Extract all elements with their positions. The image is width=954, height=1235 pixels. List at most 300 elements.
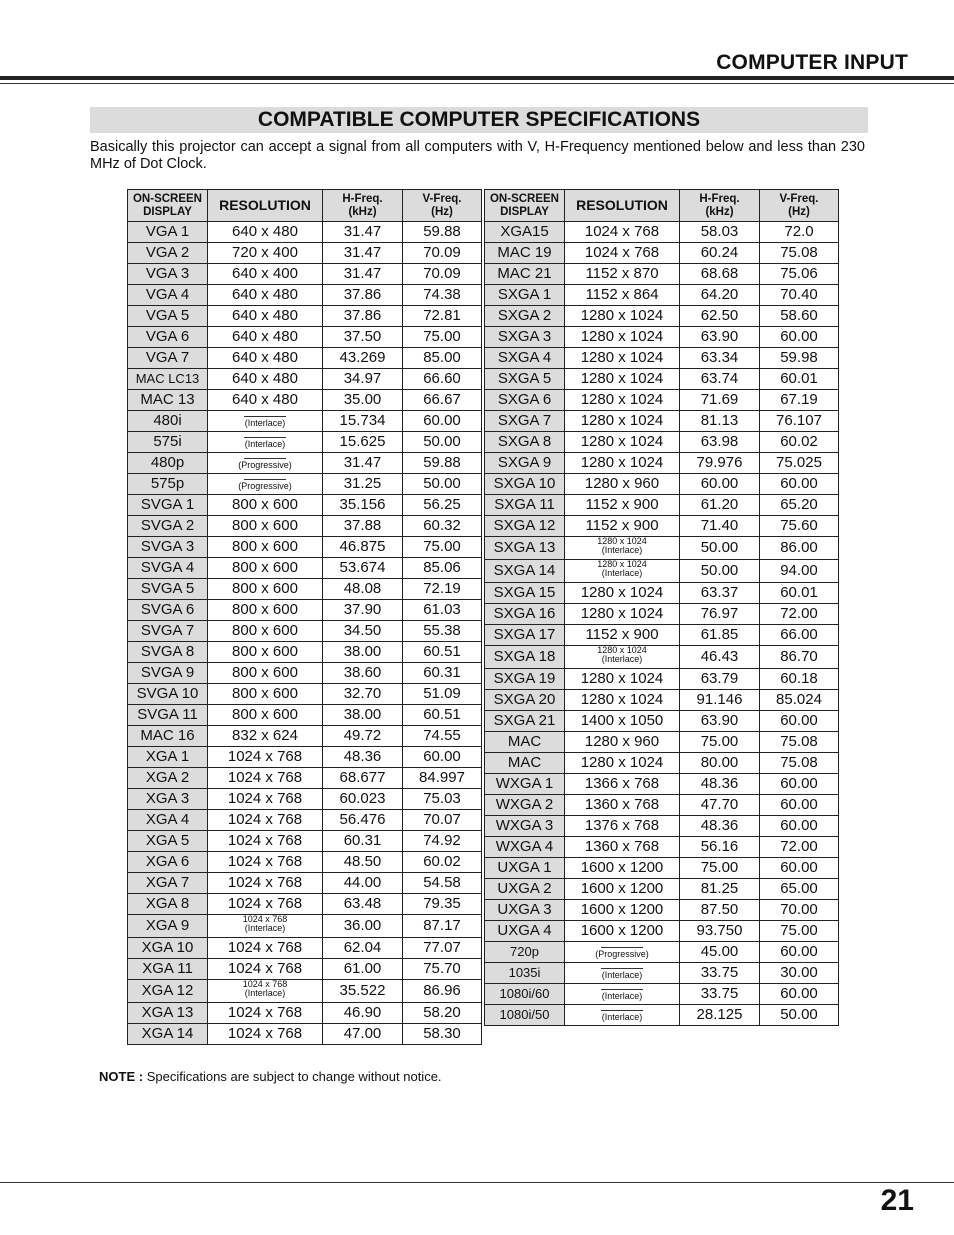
- scan-type-label: (Progressive): [595, 948, 649, 959]
- resolution-cell: 1280 x 1024: [565, 390, 680, 411]
- table-row: [128, 873, 482, 894]
- resolution-value: 1024 x 768: [242, 914, 288, 924]
- resolution-cell: 1280 x 1024: [565, 669, 680, 690]
- table-row: [128, 495, 482, 516]
- resolution-cell: 1400 x 1050: [565, 711, 680, 732]
- display-cell: SXGA 20: [485, 690, 565, 711]
- vfreq-cell: 75.00: [403, 537, 482, 558]
- display-cell: XGA 7: [128, 873, 208, 894]
- resolution-cell: 800 x 600: [208, 495, 323, 516]
- display-cell: MAC 16: [128, 726, 208, 747]
- hfreq-cell: 80.00: [680, 753, 760, 774]
- resolution-value: 1280 x 1024: [597, 559, 647, 569]
- display-cell: SVGA 7: [128, 621, 208, 642]
- vfreq-cell: 74.38: [403, 285, 482, 306]
- table-row: [128, 915, 482, 938]
- table-row: [485, 243, 839, 264]
- table-row: [128, 411, 482, 432]
- display-cell: XGA 3: [128, 789, 208, 810]
- table-row: [485, 516, 839, 537]
- vfreq-cell: 74.55: [403, 726, 482, 747]
- display-cell: SVGA 6: [128, 600, 208, 621]
- hfreq-cell: 87.50: [680, 900, 760, 921]
- display-cell: SXGA 10: [485, 474, 565, 495]
- header-rule-thin: [0, 83, 954, 84]
- display-cell: VGA 5: [128, 306, 208, 327]
- vfreq-cell: 30.00: [760, 963, 839, 984]
- vfreq-cell: 67.19: [760, 390, 839, 411]
- table-row: [485, 816, 839, 837]
- display-cell: SVGA 8: [128, 642, 208, 663]
- scan-type-label: (Interlace): [244, 438, 286, 449]
- vfreq-cell: 60.31: [403, 663, 482, 684]
- col-display: ON-SCREEN DISPLAY: [128, 190, 208, 222]
- resolution-cell: 1280 x 1024: [565, 348, 680, 369]
- resolution-cell: 1152 x 870: [565, 264, 680, 285]
- table-row: [485, 774, 839, 795]
- resolution-cell: 1152 x 900: [565, 516, 680, 537]
- vfreq-cell: 75.03: [403, 789, 482, 810]
- resolution-cell: [208, 411, 323, 432]
- hfreq-cell: 63.90: [680, 327, 760, 348]
- vfreq-cell: 66.60: [403, 369, 482, 390]
- display-cell: SXGA 13: [485, 537, 565, 560]
- resolution-cell: 1024 x 768: [208, 810, 323, 831]
- resolution-cell: 1280 x 1024: [565, 411, 680, 432]
- vfreq-cell: 60.00: [760, 795, 839, 816]
- resolution-cell: 1366 x 768: [565, 774, 680, 795]
- display-cell: 575i: [128, 432, 208, 453]
- resolution-cell: 640 x 480: [208, 327, 323, 348]
- hfreq-cell: 68.68: [680, 264, 760, 285]
- hfreq-cell: 76.97: [680, 604, 760, 625]
- hfreq-cell: 37.90: [323, 600, 403, 621]
- display-cell: WXGA 4: [485, 837, 565, 858]
- resolution-cell: [565, 1005, 680, 1026]
- table-row: [485, 858, 839, 879]
- hfreq-cell: 36.00: [323, 915, 403, 938]
- vfreq-cell: 59.88: [403, 222, 482, 243]
- hfreq-cell: 31.47: [323, 243, 403, 264]
- display-cell: XGA 1: [128, 747, 208, 768]
- table-row: [485, 753, 839, 774]
- resolution-cell: 1024 x 768: [208, 768, 323, 789]
- vfreq-cell: 60.00: [760, 858, 839, 879]
- vfreq-cell: 51.09: [403, 684, 482, 705]
- resolution-cell: [208, 432, 323, 453]
- resolution-cell: [565, 984, 680, 1005]
- display-cell: MAC: [485, 753, 565, 774]
- resolution-cell: 640 x 480: [208, 390, 323, 411]
- vfreq-cell: 72.00: [760, 604, 839, 625]
- table-row: [485, 432, 839, 453]
- vfreq-cell: 60.51: [403, 642, 482, 663]
- resolution-cell: 1024 x 768: [565, 243, 680, 264]
- table-header-row: [128, 190, 482, 222]
- hfreq-cell: 49.72: [323, 726, 403, 747]
- hfreq-cell: 68.677: [323, 768, 403, 789]
- hfreq-cell: 31.25: [323, 474, 403, 495]
- resolution-cell: 1152 x 864: [565, 285, 680, 306]
- table-row: [485, 306, 839, 327]
- resolution-cell: 800 x 600: [208, 684, 323, 705]
- vfreq-cell: 60.00: [403, 747, 482, 768]
- hfreq-cell: 34.50: [323, 621, 403, 642]
- footer-rule: [0, 1182, 954, 1183]
- vfreq-cell: 60.00: [760, 474, 839, 495]
- table-row: [485, 942, 839, 963]
- vfreq-cell: 65.20: [760, 495, 839, 516]
- scan-type-label: (Interlace): [601, 969, 643, 980]
- resolution-cell: 1600 x 1200: [565, 921, 680, 942]
- hfreq-cell: 60.023: [323, 789, 403, 810]
- hfreq-cell: 93.750: [680, 921, 760, 942]
- hfreq-cell: 81.25: [680, 879, 760, 900]
- scan-type-label: (Interlace): [601, 545, 643, 555]
- table-row: [485, 921, 839, 942]
- table-row: [128, 980, 482, 1003]
- display-cell: 480p: [128, 453, 208, 474]
- table-row: [485, 732, 839, 753]
- hfreq-cell: 58.03: [680, 222, 760, 243]
- display-cell: XGA 2: [128, 768, 208, 789]
- display-cell: SVGA 9: [128, 663, 208, 684]
- hfreq-cell: 63.74: [680, 369, 760, 390]
- display-cell: SXGA 17: [485, 625, 565, 646]
- display-cell: SXGA 2: [485, 306, 565, 327]
- vfreq-cell: 79.35: [403, 894, 482, 915]
- hfreq-cell: 56.476: [323, 810, 403, 831]
- vfreq-cell: 74.92: [403, 831, 482, 852]
- resolution-cell: 1024 x 768: [208, 959, 323, 980]
- page-number: 21: [880, 1184, 914, 1217]
- hfreq-cell: 46.90: [323, 1003, 403, 1024]
- hfreq-cell: 48.36: [323, 747, 403, 768]
- hfreq-cell: 35.522: [323, 980, 403, 1003]
- resolution-value: 1280 x 1024: [597, 536, 647, 546]
- vfreq-cell: 58.60: [760, 306, 839, 327]
- hfreq-cell: 63.37: [680, 583, 760, 604]
- vfreq-cell: 50.00: [403, 474, 482, 495]
- display-cell: VGA 3: [128, 264, 208, 285]
- vfreq-cell: 65.00: [760, 879, 839, 900]
- resolution-cell: 1280 x 1024: [565, 583, 680, 604]
- col-vfreq: V-Freq. (Hz): [403, 190, 482, 222]
- hfreq-cell: 50.00: [680, 537, 760, 560]
- hfreq-cell: 31.47: [323, 264, 403, 285]
- display-cell: WXGA 1: [485, 774, 565, 795]
- display-cell: VGA 6: [128, 327, 208, 348]
- vfreq-cell: 75.025: [760, 453, 839, 474]
- resolution-cell: [208, 915, 323, 938]
- resolution-two-line: [597, 560, 647, 578]
- display-cell: MAC 21: [485, 264, 565, 285]
- resolution-cell: 1280 x 1024: [565, 369, 680, 390]
- resolution-cell: 800 x 600: [208, 663, 323, 684]
- vfreq-cell: 66.67: [403, 390, 482, 411]
- resolution-cell: 800 x 600: [208, 558, 323, 579]
- hfreq-cell: 61.85: [680, 625, 760, 646]
- resolution-cell: 1376 x 768: [565, 816, 680, 837]
- table-row: [128, 726, 482, 747]
- hfreq-cell: 43.269: [323, 348, 403, 369]
- hfreq-cell: 64.20: [680, 285, 760, 306]
- hfreq-cell: 46.875: [323, 537, 403, 558]
- table-row: [128, 348, 482, 369]
- resolution-cell: 800 x 600: [208, 642, 323, 663]
- display-cell: UXGA 1: [485, 858, 565, 879]
- resolution-cell: [208, 980, 323, 1003]
- resolution-two-line: [243, 915, 288, 933]
- table-row: [128, 810, 482, 831]
- hfreq-cell: 62.04: [323, 938, 403, 959]
- table-row: [485, 495, 839, 516]
- vfreq-cell: 60.51: [403, 705, 482, 726]
- vfreq-cell: 50.00: [760, 1005, 839, 1026]
- hfreq-cell: 33.75: [680, 984, 760, 1005]
- resolution-cell: 1280 x 1024: [565, 432, 680, 453]
- display-cell: XGA 6: [128, 852, 208, 873]
- vfreq-cell: 75.70: [403, 959, 482, 980]
- vfreq-cell: 72.81: [403, 306, 482, 327]
- table-row: [485, 837, 839, 858]
- resolution-cell: 1280 x 1024: [565, 690, 680, 711]
- resolution-cell: 1600 x 1200: [565, 858, 680, 879]
- resolution-cell: 720 x 400: [208, 243, 323, 264]
- table-row: [485, 560, 839, 583]
- hfreq-cell: 81.13: [680, 411, 760, 432]
- display-cell: XGA 4: [128, 810, 208, 831]
- display-cell: XGA 12: [128, 980, 208, 1003]
- scan-type-label: (Interlace): [601, 654, 643, 664]
- vfreq-cell: 75.00: [403, 327, 482, 348]
- hfreq-cell: 48.08: [323, 579, 403, 600]
- display-cell: SXGA 19: [485, 669, 565, 690]
- vfreq-cell: 50.00: [403, 432, 482, 453]
- resolution-cell: 1280 x 1024: [565, 327, 680, 348]
- vfreq-cell: 54.58: [403, 873, 482, 894]
- resolution-cell: 1600 x 1200: [565, 879, 680, 900]
- resolution-cell: 1024 x 768: [208, 873, 323, 894]
- resolution-cell: 800 x 600: [208, 705, 323, 726]
- resolution-cell: 1280 x 1024: [565, 753, 680, 774]
- table-row: [128, 285, 482, 306]
- resolution-cell: 1024 x 768: [208, 1024, 323, 1045]
- resolution-cell: 800 x 600: [208, 516, 323, 537]
- section-title: COMPUTER INPUT: [716, 51, 908, 74]
- display-cell: SXGA 18: [485, 646, 565, 669]
- display-cell: VGA 1: [128, 222, 208, 243]
- vfreq-cell: 85.024: [760, 690, 839, 711]
- display-cell: 1035i: [485, 963, 565, 984]
- table-row: [128, 959, 482, 980]
- table-row: [485, 669, 839, 690]
- vfreq-cell: 60.00: [403, 411, 482, 432]
- table-row: [128, 621, 482, 642]
- table-row: [128, 579, 482, 600]
- hfreq-cell: 45.00: [680, 942, 760, 963]
- display-cell: SXGA 15: [485, 583, 565, 604]
- display-cell: SXGA 6: [485, 390, 565, 411]
- table-row: [128, 894, 482, 915]
- vfreq-cell: 70.09: [403, 243, 482, 264]
- resolution-cell: 800 x 600: [208, 537, 323, 558]
- table-row: [128, 684, 482, 705]
- display-cell: 575p: [128, 474, 208, 495]
- display-cell: 1080i/60: [485, 984, 565, 1005]
- vfreq-cell: 84.997: [403, 768, 482, 789]
- vfreq-cell: 58.30: [403, 1024, 482, 1045]
- footnote-label: NOTE :: [99, 1069, 144, 1084]
- table-row: [128, 768, 482, 789]
- display-cell: MAC LC13: [128, 369, 208, 390]
- table-row: [485, 795, 839, 816]
- vfreq-cell: 60.32: [403, 516, 482, 537]
- resolution-cell: 640 x 480: [208, 222, 323, 243]
- resolution-cell: 1152 x 900: [565, 625, 680, 646]
- table-row: [485, 625, 839, 646]
- hfreq-cell: 46.43: [680, 646, 760, 669]
- vfreq-cell: 56.25: [403, 495, 482, 516]
- display-cell: SVGA 2: [128, 516, 208, 537]
- hfreq-cell: 75.00: [680, 732, 760, 753]
- hfreq-cell: 28.125: [680, 1005, 760, 1026]
- resolution-cell: 800 x 600: [208, 600, 323, 621]
- table-row: [128, 600, 482, 621]
- hfreq-cell: 37.88: [323, 516, 403, 537]
- vfreq-cell: 75.00: [760, 921, 839, 942]
- col-vfreq: V-Freq. (Hz): [760, 190, 839, 222]
- hfreq-cell: 48.36: [680, 816, 760, 837]
- hfreq-cell: 48.36: [680, 774, 760, 795]
- display-cell: UXGA 3: [485, 900, 565, 921]
- hfreq-cell: 38.00: [323, 705, 403, 726]
- vfreq-cell: 87.17: [403, 915, 482, 938]
- vfreq-cell: 60.02: [403, 852, 482, 873]
- intro-paragraph: Basically this projector can accept a signal from all computers with V, H-Frequency mentioned below and less than 230 MHz of Dot Clock.: [90, 139, 865, 172]
- hfreq-cell: 37.50: [323, 327, 403, 348]
- table-row: [485, 264, 839, 285]
- resolution-cell: 1280 x 960: [565, 732, 680, 753]
- hfreq-cell: 62.50: [680, 306, 760, 327]
- vfreq-cell: 55.38: [403, 621, 482, 642]
- hfreq-cell: 71.40: [680, 516, 760, 537]
- hfreq-cell: 31.47: [323, 453, 403, 474]
- vfreq-cell: 60.00: [760, 774, 839, 795]
- resolution-cell: 640 x 480: [208, 348, 323, 369]
- display-cell: SVGA 5: [128, 579, 208, 600]
- hfreq-cell: 38.60: [323, 663, 403, 684]
- table-row: [485, 222, 839, 243]
- vfreq-cell: 60.02: [760, 432, 839, 453]
- display-cell: MAC 19: [485, 243, 565, 264]
- table-row: [128, 938, 482, 959]
- table-row: [485, 963, 839, 984]
- display-cell: XGA15: [485, 222, 565, 243]
- table-row: [128, 789, 482, 810]
- hfreq-cell: 63.34: [680, 348, 760, 369]
- resolution-cell: 640 x 400: [208, 264, 323, 285]
- resolution-cell: 1280 x 1024: [565, 306, 680, 327]
- vfreq-cell: 86.70: [760, 646, 839, 669]
- table-row: [128, 432, 482, 453]
- display-cell: SVGA 11: [128, 705, 208, 726]
- scan-type-label: (Interlace): [601, 568, 643, 578]
- col-hfreq: H-Freq. (kHz): [680, 190, 760, 222]
- hfreq-cell: 32.70: [323, 684, 403, 705]
- table-row: [485, 369, 839, 390]
- display-cell: XGA 13: [128, 1003, 208, 1024]
- vfreq-cell: 70.40: [760, 285, 839, 306]
- hfreq-cell: 31.47: [323, 222, 403, 243]
- resolution-cell: 1280 x 960: [565, 474, 680, 495]
- table-row: [485, 327, 839, 348]
- display-cell: UXGA 2: [485, 879, 565, 900]
- vfreq-cell: 70.09: [403, 264, 482, 285]
- resolution-cell: 640 x 480: [208, 306, 323, 327]
- vfreq-cell: 75.60: [760, 516, 839, 537]
- vfreq-cell: 66.00: [760, 625, 839, 646]
- vfreq-cell: 72.0: [760, 222, 839, 243]
- hfreq-cell: 60.24: [680, 243, 760, 264]
- display-cell: SXGA 21: [485, 711, 565, 732]
- hfreq-cell: 61.00: [323, 959, 403, 980]
- header-rule: [0, 76, 954, 80]
- hfreq-cell: 56.16: [680, 837, 760, 858]
- resolution-cell: 1024 x 768: [208, 852, 323, 873]
- table-row: [485, 453, 839, 474]
- display-cell: WXGA 3: [485, 816, 565, 837]
- vfreq-cell: 60.01: [760, 583, 839, 604]
- resolution-two-line: [597, 537, 647, 555]
- table-row: [128, 1003, 482, 1024]
- resolution-cell: 1024 x 768: [565, 222, 680, 243]
- table-row: [485, 900, 839, 921]
- resolution-cell: [565, 942, 680, 963]
- hfreq-cell: 48.50: [323, 852, 403, 873]
- vfreq-cell: 86.00: [760, 537, 839, 560]
- display-cell: 480i: [128, 411, 208, 432]
- table-row: [485, 711, 839, 732]
- hfreq-cell: 37.86: [323, 285, 403, 306]
- resolution-cell: [208, 474, 323, 495]
- table-row: [128, 747, 482, 768]
- vfreq-cell: 75.08: [760, 732, 839, 753]
- hfreq-cell: 53.674: [323, 558, 403, 579]
- resolution-cell: 1360 x 768: [565, 837, 680, 858]
- scan-type-label: (Interlace): [601, 1011, 643, 1022]
- vfreq-cell: 60.18: [760, 669, 839, 690]
- display-cell: 1080i/50: [485, 1005, 565, 1026]
- display-cell: SXGA 9: [485, 453, 565, 474]
- resolution-cell: 1152 x 900: [565, 495, 680, 516]
- hfreq-cell: 34.97: [323, 369, 403, 390]
- resolution-cell: 640 x 480: [208, 285, 323, 306]
- vfreq-cell: 61.03: [403, 600, 482, 621]
- hfreq-cell: 63.98: [680, 432, 760, 453]
- vfreq-cell: 60.00: [760, 984, 839, 1005]
- scan-type-label: (Interlace): [244, 988, 286, 998]
- spec-table-left: [127, 189, 482, 1045]
- table-row: [128, 474, 482, 495]
- scan-type-label: (Interlace): [244, 417, 286, 428]
- hfreq-cell: 44.00: [323, 873, 403, 894]
- display-cell: MAC 13: [128, 390, 208, 411]
- resolution-cell: [565, 560, 680, 583]
- hfreq-cell: 47.00: [323, 1024, 403, 1045]
- vfreq-cell: 85.06: [403, 558, 482, 579]
- resolution-cell: [565, 646, 680, 669]
